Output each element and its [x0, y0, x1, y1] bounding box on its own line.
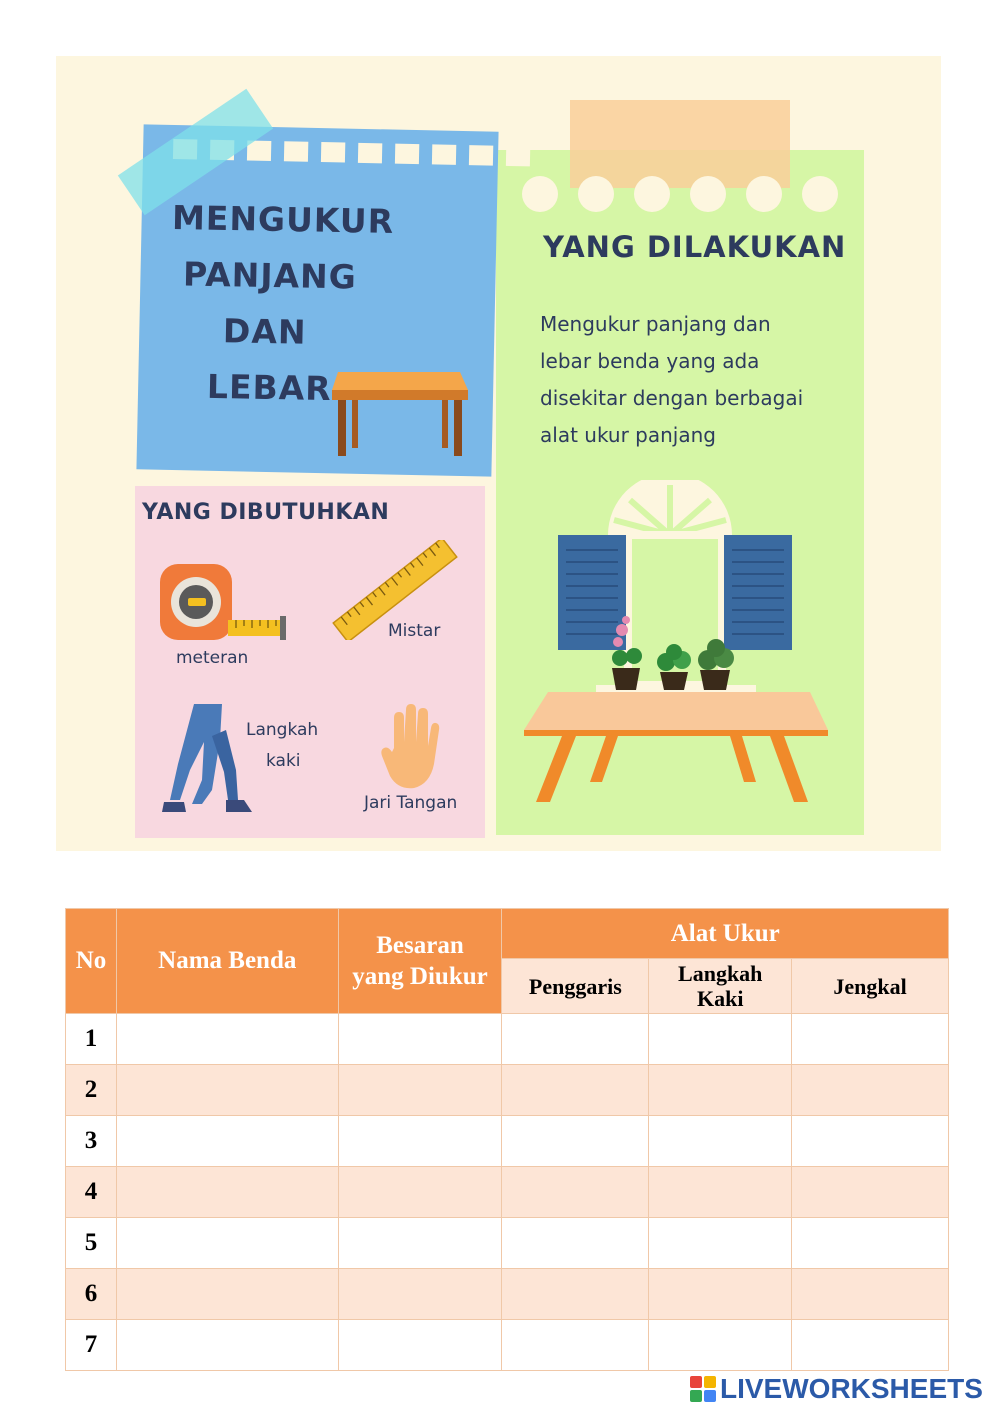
cell-penggaris[interactable]: [502, 1320, 649, 1371]
label-mistar: Mistar: [388, 621, 441, 641]
header-alat-ukur: Alat Ukur: [502, 909, 949, 959]
row-number: 1: [66, 1014, 117, 1065]
cell-penggaris[interactable]: [502, 1014, 649, 1065]
cell-nama-benda[interactable]: [116, 1167, 338, 1218]
cell-besaran[interactable]: [338, 1167, 502, 1218]
header-besaran-line2: yang Diukur: [352, 963, 488, 990]
poster-title-line-4: LEBAR: [206, 366, 333, 409]
window-plants-illustration: [520, 480, 835, 805]
header-nama-benda: Nama Benda: [116, 909, 338, 1014]
header-langkah-line1: Langkah: [678, 961, 763, 986]
tape-peach: [570, 100, 790, 188]
header-langkah-line2: Kaki: [696, 986, 744, 1011]
cell-nama-benda[interactable]: [116, 1116, 338, 1167]
table-row: [66, 1167, 949, 1218]
cell-jengkal[interactable]: [792, 1167, 949, 1218]
table-row: [66, 1218, 949, 1269]
table-row: [66, 1116, 949, 1167]
cell-besaran[interactable]: [338, 1320, 502, 1371]
what-needed-heading: YANG DIBUTUHKAN: [142, 500, 390, 525]
header-langkah-kaki: [649, 959, 792, 1014]
row-number: 7: [66, 1320, 117, 1371]
measurement-table: [65, 908, 949, 1371]
poster-title-line-1: MENGUKUR: [171, 198, 395, 241]
legs-icon: [160, 700, 260, 818]
row-number: 5: [66, 1218, 117, 1269]
header-penggaris: Penggaris: [502, 959, 649, 1014]
cell-penggaris[interactable]: [502, 1269, 649, 1320]
cell-jengkal[interactable]: [792, 1320, 949, 1371]
what-done-line-3: disekitar dengan berbagai: [540, 386, 804, 410]
cell-jengkal[interactable]: [792, 1065, 949, 1116]
cell-nama-benda[interactable]: [116, 1218, 338, 1269]
cell-penggaris[interactable]: [502, 1116, 649, 1167]
cell-langkah-kaki[interactable]: [649, 1116, 792, 1167]
label-langkah-line2: kaki: [266, 751, 301, 771]
row-number: 3: [66, 1116, 117, 1167]
what-done-text: [540, 306, 840, 454]
cell-langkah-kaki[interactable]: [649, 1014, 792, 1065]
table-illustration: [328, 368, 470, 460]
what-done-line-2: lebar benda yang ada: [540, 349, 760, 373]
cell-penggaris[interactable]: [502, 1065, 649, 1116]
cell-jengkal[interactable]: [792, 1269, 949, 1320]
cell-nama-benda[interactable]: [116, 1269, 338, 1320]
cell-besaran[interactable]: [338, 1116, 502, 1167]
hand-icon: [380, 704, 442, 792]
green-note-holes: [522, 176, 838, 212]
cell-langkah-kaki[interactable]: [649, 1167, 792, 1218]
cell-nama-benda[interactable]: [116, 1320, 338, 1371]
brand-footer[interactable]: [690, 1373, 983, 1405]
cell-langkah-kaki[interactable]: [649, 1320, 792, 1371]
header-no: No: [66, 909, 117, 1014]
liveworksheets-logo-icon: [690, 1376, 716, 1402]
cell-jengkal[interactable]: [792, 1218, 949, 1269]
label-langkah-line1: Langkah: [246, 720, 319, 740]
cell-penggaris[interactable]: [502, 1218, 649, 1269]
table-row: [66, 1014, 949, 1065]
what-done-heading: YANG DILAKUKAN: [543, 230, 847, 264]
what-done-line-4: alat ukur panjang: [540, 423, 716, 447]
header-besaran-line1: Besaran: [376, 932, 464, 959]
cell-jengkal[interactable]: [792, 1116, 949, 1167]
cell-nama-benda[interactable]: [116, 1014, 338, 1065]
cell-besaran[interactable]: [338, 1218, 502, 1269]
what-done-line-1: Mengukur panjang dan: [540, 312, 771, 336]
cell-langkah-kaki[interactable]: [649, 1218, 792, 1269]
header-besaran: [338, 909, 502, 1014]
poster-title-line-3: DAN: [222, 311, 307, 352]
tape-measure-icon: [158, 560, 288, 645]
poster-title-line-2: PANJANG: [182, 254, 358, 297]
label-meteran: meteran: [176, 648, 249, 668]
row-number: 4: [66, 1167, 117, 1218]
table-row: [66, 1065, 949, 1116]
table-row: [66, 1269, 949, 1320]
cell-langkah-kaki[interactable]: [649, 1269, 792, 1320]
cell-langkah-kaki[interactable]: [649, 1065, 792, 1116]
row-number: 2: [66, 1065, 117, 1116]
cell-besaran[interactable]: [338, 1269, 502, 1320]
row-number: 6: [66, 1269, 117, 1320]
cell-nama-benda[interactable]: [116, 1065, 338, 1116]
label-jari-tangan: Jari Tangan: [364, 793, 458, 813]
cell-penggaris[interactable]: [502, 1167, 649, 1218]
cell-besaran[interactable]: [338, 1065, 502, 1116]
header-jengkal: Jengkal: [792, 959, 949, 1014]
brand-name: LIVEWORKSHEETS: [720, 1373, 983, 1404]
cell-besaran[interactable]: [338, 1014, 502, 1065]
cell-jengkal[interactable]: [792, 1014, 949, 1065]
table-row: [66, 1320, 949, 1371]
